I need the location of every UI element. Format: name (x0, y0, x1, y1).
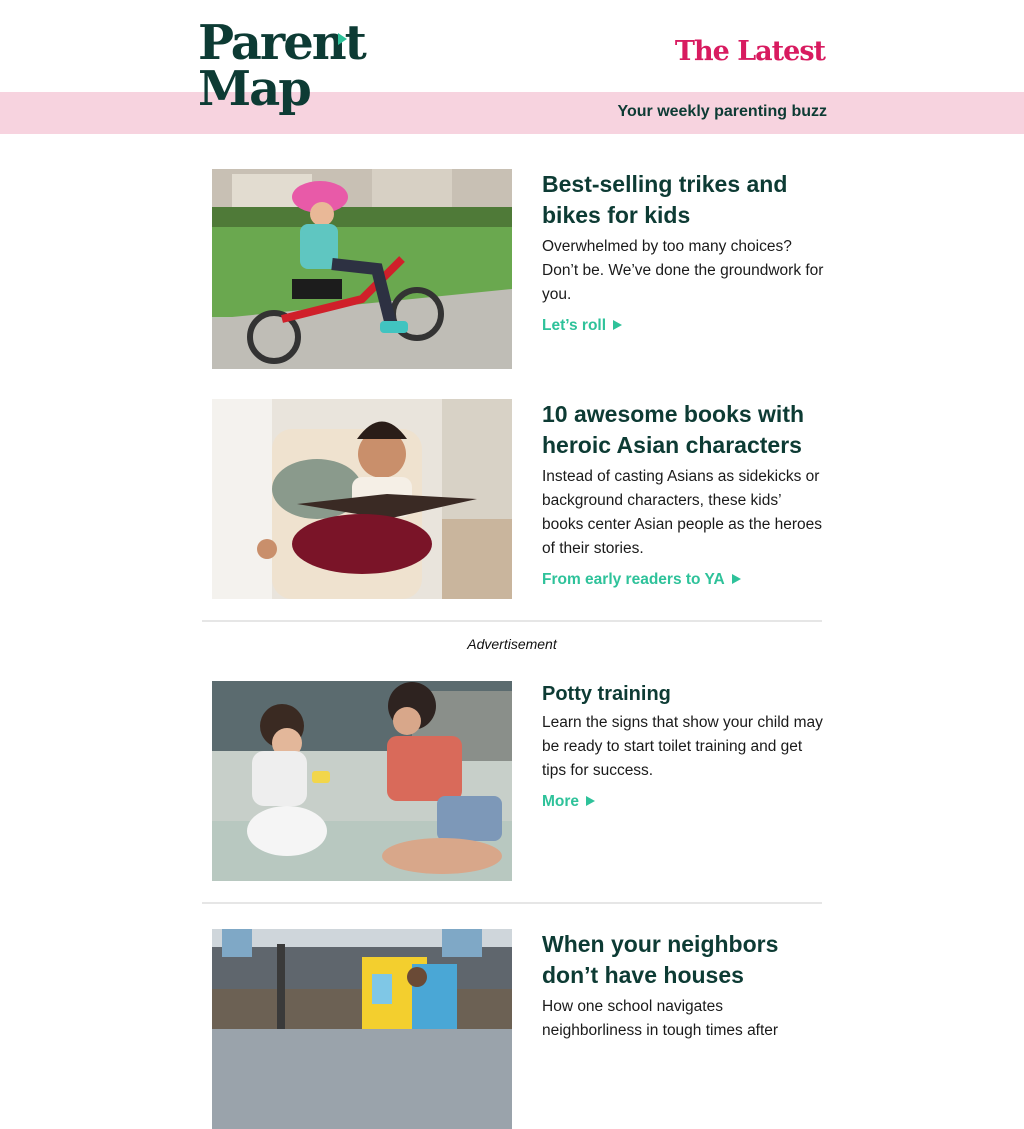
article-text (542, 681, 824, 811)
cta-label: More (542, 793, 580, 810)
article-card (212, 681, 824, 881)
section-title: The Latest (674, 36, 825, 67)
more-link[interactable] (542, 793, 595, 811)
cta-label: From early readers to YA (542, 571, 725, 588)
article-description: How one school navigates neighborliness in tough times after (542, 998, 779, 1039)
lets-roll-link[interactable] (542, 317, 622, 335)
divider (202, 902, 822, 904)
article-text (542, 169, 824, 335)
school-building-photo-icon[interactable] (212, 929, 512, 1129)
tagline-band (0, 92, 1024, 134)
article-title[interactable]: When your neighbors don’t have houses (542, 931, 779, 988)
tagline: Your weekly parenting buzz (617, 103, 827, 120)
article-title[interactable]: Potty training (542, 683, 671, 705)
play-arrow-icon (586, 796, 595, 806)
article-title[interactable]: Best-selling trikes and bikes for kids (542, 171, 788, 228)
reading-girl-photo-icon[interactable] (212, 399, 512, 599)
early-readers-link[interactable] (542, 571, 741, 589)
logo-line-map: Map (198, 61, 310, 117)
article-description: Instead of casting Asians as sidekicks or background characters, these kids’ books center Asian people as the heroes of their stories. (542, 468, 823, 557)
play-triangle-icon (338, 33, 347, 45)
parentmap-logo[interactable] (198, 14, 365, 122)
article-card (212, 399, 824, 599)
article-description: Overwhelmed by too many choices? Don’t be. We’ve done the groundwork for you. (542, 238, 824, 303)
article-card (212, 169, 824, 369)
logo-line-parent: Parent (198, 15, 365, 71)
cta-label: Let’s roll (542, 317, 607, 334)
article-description: Learn the signs that show your child may be ready to start toilet training and get tips for success. (542, 714, 823, 779)
divider (202, 620, 822, 622)
article-title[interactable]: 10 awesome books with heroic Asian characters (542, 401, 805, 458)
tricycle-photo-icon[interactable] (212, 169, 512, 369)
article-text (542, 929, 824, 1043)
play-arrow-icon (613, 320, 622, 330)
advertisement-label: Advertisement (467, 636, 557, 652)
article-card (212, 929, 824, 1129)
potty-training-photo-icon[interactable] (212, 681, 512, 881)
play-arrow-icon (732, 574, 741, 584)
article-text (542, 399, 824, 589)
